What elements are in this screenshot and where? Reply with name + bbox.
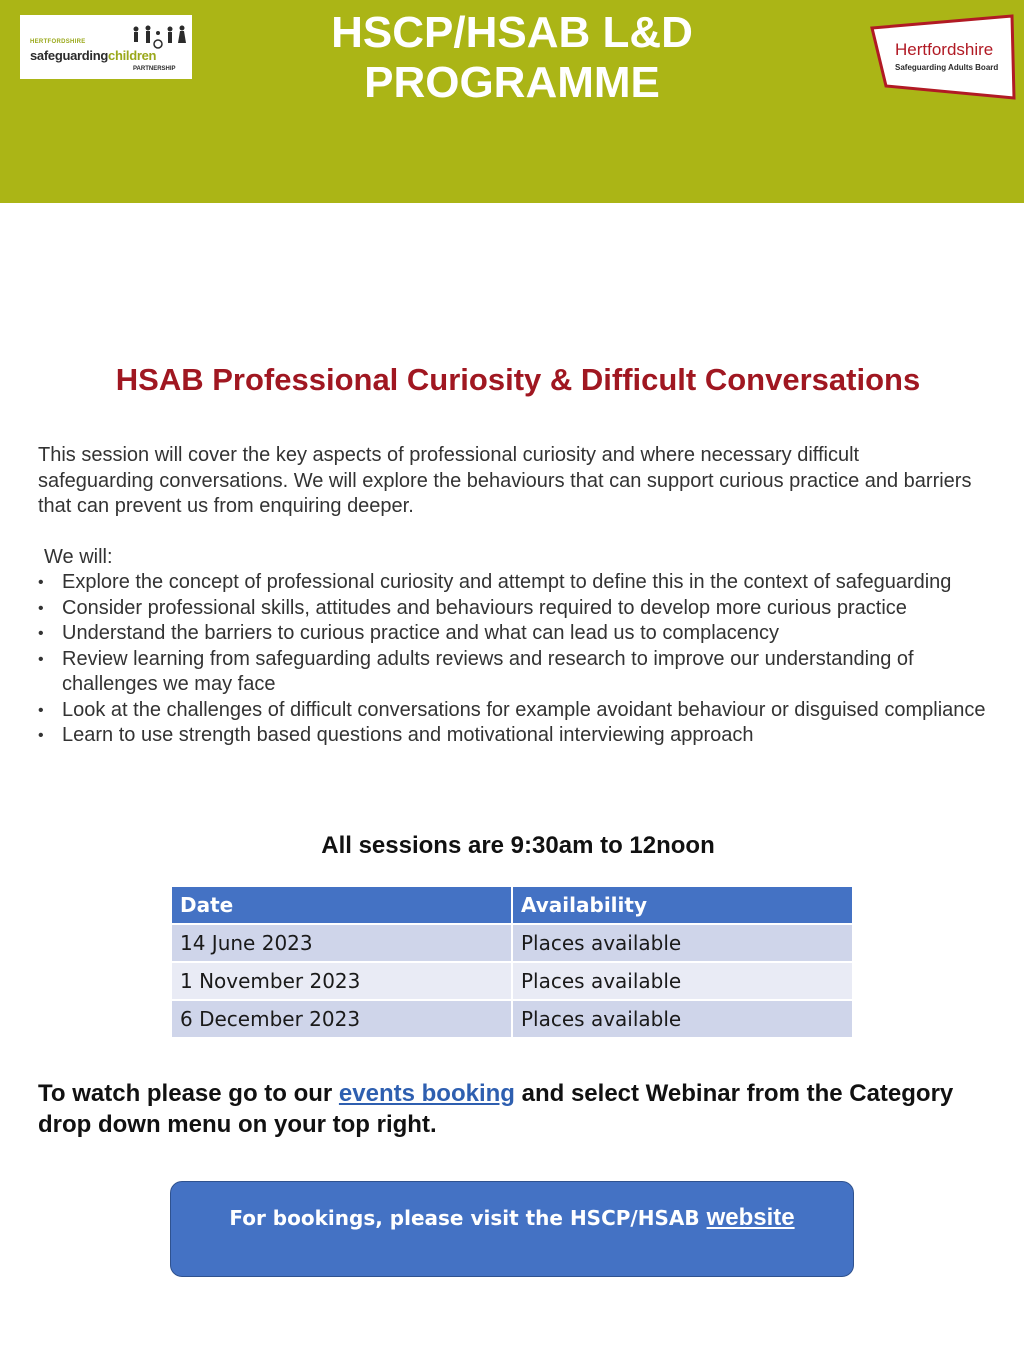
session-date: 1 November 2023 xyxy=(171,962,512,1000)
session-date: 14 June 2023 xyxy=(171,924,512,962)
list-item: • Review learning from safeguarding adults reviews and research to improve our understanding of challenges we may face xyxy=(38,647,988,698)
session-date: 6 December 2023 xyxy=(171,1000,512,1038)
people-figures-icon xyxy=(130,25,190,49)
objectives-list xyxy=(38,570,988,749)
list-item: • Look at the challenges of difficult conversations for example avoidant behaviour or disguised compliance xyxy=(38,698,988,724)
session-availability: Places available xyxy=(512,962,853,1000)
list-item: • Explore the concept of professional curiosity and attempt to define this in the context of safeguarding xyxy=(38,570,988,596)
page-title xyxy=(212,8,812,108)
safeguarding-adults-board-logo xyxy=(868,14,1016,100)
table-row xyxy=(171,924,853,962)
session-availability: Places available xyxy=(512,924,853,962)
title-line-1: HSCP/HSAB L&D xyxy=(331,8,693,57)
logo-right-name: Hertfordshire xyxy=(895,40,994,59)
title-line-2: PROGRAMME xyxy=(364,58,660,107)
course-intro: This session will cover the key aspects of professional curiosity and where necessary difficult safeguarding conversations. We will explore the behaviours that can support curious practice and barriers that can prevent us from enquiring deeper. xyxy=(38,444,972,517)
events-booking-link[interactable]: events booking xyxy=(338,1080,515,1107)
safeguarding-children-partnership-logo xyxy=(20,15,192,79)
list-item: • Understand the barriers to curious practice and what can lead us to complacency xyxy=(38,621,988,647)
sessions-time-note: All sessions are 9:30am to 12noon xyxy=(321,832,715,859)
logo-main-word: safeguarding xyxy=(30,48,109,63)
logo-sub-text: PARTNERSHIP xyxy=(133,66,176,72)
watch-suffix: and select Webinar from the Category drop down menu on your top right. xyxy=(38,1080,954,1138)
logo-right-board: Safeguarding Adults Board xyxy=(895,63,999,72)
watch-instructions xyxy=(38,1078,978,1140)
logo-accent-word: children xyxy=(108,48,157,63)
session-availability: Places available xyxy=(512,1000,853,1038)
sessions-table xyxy=(170,885,854,1039)
we-will-label: We will: xyxy=(44,546,113,568)
logo-main-text xyxy=(30,48,156,63)
watch-prefix: To watch please go to our xyxy=(38,1080,339,1107)
table-row xyxy=(171,1000,853,1038)
column-header-availability: Availability xyxy=(512,886,853,924)
course-title: HSAB Professional Curiosity & Difficult Conversations xyxy=(115,362,921,397)
header-banner xyxy=(0,0,1024,203)
website-link[interactable]: website xyxy=(706,1204,795,1231)
table-header-row xyxy=(171,886,853,924)
list-item: • Consider professional skills, attitudes and behaviours required to develop more curious practice xyxy=(38,596,988,622)
booking-text xyxy=(171,1204,853,1232)
column-header-date: Date xyxy=(171,886,512,924)
table-row xyxy=(171,962,853,1000)
booking-banner xyxy=(170,1181,854,1277)
logo-small-text: HERTFORDSHIRE xyxy=(30,39,86,45)
booking-prefix: For bookings, please visit the HSCP/HSAB xyxy=(229,1206,707,1230)
list-item: • Learn to use strength based questions and motivational interviewing approach xyxy=(38,723,988,749)
